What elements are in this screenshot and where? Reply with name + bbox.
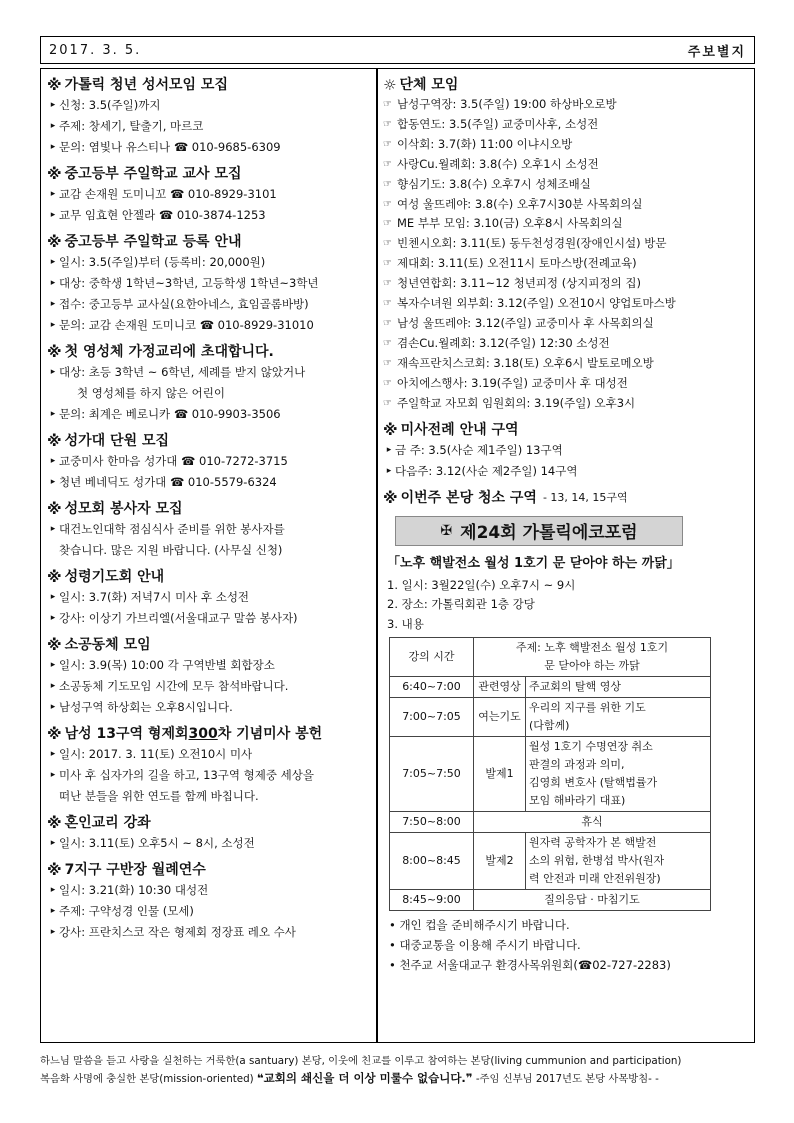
- table-cell-kind: 관련영상: [474, 677, 526, 698]
- forum-subtitle: 「노후 핵발전소 월성 1호기 문 닫아야 하는 까닭」: [387, 555, 680, 571]
- forum-details: [383, 576, 751, 635]
- notice-section: [47, 232, 372, 336]
- table-cell-time: 7:50~8:00: [390, 812, 474, 833]
- bullet-triangle-icon: ▸: [50, 100, 56, 110]
- bullet-triangle-icon: ▸: [50, 681, 56, 691]
- list-item: [47, 765, 372, 786]
- list-item: [47, 362, 372, 383]
- title-text: 가톨릭 청년 성서모임 모집: [64, 77, 228, 93]
- item-continuation: 첫 영성체를 하지 않은 어린이: [77, 386, 225, 400]
- list-item: [383, 195, 751, 215]
- table-cell-content: 월성 1호기 수명연장 취소 판결의 과정과 의미, 김영희 변호사 (탈핵법률가 모임 해바라기 대표): [526, 737, 711, 812]
- list-item: [47, 273, 372, 294]
- item-text: 주일학교 자모회 임원회의: 3.19(주일) 오후3시: [397, 395, 636, 410]
- bullet-triangle-icon: ▸: [386, 444, 392, 455]
- pointing-hand-icon: ☞: [383, 99, 392, 110]
- table-row: [390, 812, 711, 833]
- list-item: [47, 922, 372, 943]
- forum-line: 2. 장소: 가톨릭회관 1층 강당: [387, 597, 535, 611]
- bullet-triangle-icon: ▸: [50, 121, 56, 131]
- item-text: 이삭회: 3.7(화) 11:00 이냐시오방: [397, 136, 573, 151]
- table-row: [390, 890, 711, 911]
- list-item: [47, 655, 372, 676]
- reference-mark-icon: ※: [47, 343, 62, 361]
- notice-section: [47, 635, 372, 718]
- title-part: 차 기념미사 봉헌: [217, 726, 323, 742]
- pointing-hand-icon: ☞: [383, 317, 392, 329]
- bullet-dot-icon: •: [389, 958, 400, 972]
- table-cell-content: 원자력 공학자가 본 핵발전 소의 위험, 한병섭 박사(원자 력 안전과 미래 안전위원장): [526, 833, 711, 890]
- title-text: 중고등부 주일학교 교사 모집: [64, 166, 242, 182]
- bullet-triangle-icon: ▸: [50, 838, 56, 848]
- title-text: 첫 영성체 가정교리에 초대합니다.: [64, 344, 274, 360]
- list-item: [383, 175, 751, 195]
- section-title: [47, 75, 372, 95]
- notice-section: [47, 431, 372, 493]
- note-item: [383, 935, 751, 955]
- item-text: 겸손Cu.월례회: 3.12(주일) 12:30 소성전: [397, 335, 610, 350]
- sunburst-icon: ☼: [383, 76, 397, 94]
- forum-line: 1. 일시: 3월22일(수) 오후7시 ~ 9시: [387, 577, 576, 592]
- pointing-hand-icon: ☞: [383, 138, 392, 150]
- pointing-hand-icon: ☞: [383, 218, 392, 230]
- bullet-triangle-icon: ▸: [50, 927, 56, 937]
- title-text: 7지구 구반장 월례연수: [64, 862, 206, 878]
- pointing-hand-icon: ☞: [383, 198, 392, 210]
- bullet-triangle-icon: ▸: [50, 257, 56, 267]
- section-title: [47, 431, 372, 451]
- item-text: 소공동체 기도모임 시간에 모두 참석바랍니다.: [59, 679, 289, 693]
- list-item: [383, 214, 751, 234]
- list-item: [47, 697, 372, 718]
- item-text: 주제: 구약성경 인물 (모세): [59, 904, 194, 918]
- item-text: 일시: 3.7(화) 저녁7시 미사 후 소성전: [59, 590, 250, 604]
- pointing-hand-icon: ☞: [383, 397, 392, 409]
- bullet-triangle-icon: ▸: [50, 524, 56, 534]
- item-text: 대상: 초등 3학년 ~ 6학년, 세례를 받지 않았거나: [59, 365, 306, 379]
- bullet-dot-icon: •: [389, 938, 400, 952]
- pointing-hand-icon: ☞: [383, 278, 392, 290]
- table-cell-content: 휴식: [474, 812, 711, 833]
- list-item: [47, 294, 372, 315]
- list-item: [47, 608, 372, 629]
- bullet-triangle-icon: ▸: [50, 660, 56, 670]
- section-title: ☼ 단체 모임: [383, 76, 459, 94]
- list-item: [47, 404, 372, 425]
- table-row: [390, 737, 711, 812]
- reference-mark-icon: ※: [47, 432, 62, 450]
- list-item: [383, 314, 751, 334]
- list-item: [383, 274, 751, 294]
- list-item: [47, 95, 372, 116]
- reference-mark-icon: ※: [383, 488, 398, 507]
- list-item: [383, 354, 751, 374]
- section-title: [47, 342, 372, 362]
- title-text: 중고등부 주일학교 등록 안내: [64, 234, 242, 250]
- bullet-triangle-icon: ▸: [50, 906, 56, 916]
- content-frame: [40, 68, 755, 1043]
- notice-section: [47, 724, 372, 807]
- pointing-hand-icon: ☞: [383, 118, 392, 130]
- item-text: 일시: 3.21(화) 10:30 대성전: [59, 883, 209, 897]
- table-row: [390, 833, 711, 890]
- item-text: 일시: 3.9(목) 10:00 각 구역반별 회합장소: [59, 658, 275, 672]
- item-text: 강사: 프란치스코 작은 형제회 정장표 레오 수사: [59, 925, 296, 939]
- list-item: [47, 519, 372, 540]
- table-header-time: 강의 시간: [390, 638, 474, 677]
- list-item: [47, 880, 372, 901]
- table-cell-kind: 발제1: [474, 737, 526, 812]
- table-row: [390, 638, 711, 677]
- list-item: [383, 135, 751, 155]
- note-text: 천주교 서울대교구 환경사목위원회(☎02-727-2283): [399, 958, 671, 972]
- list-item: [47, 252, 372, 273]
- pointing-hand-icon: ☞: [383, 158, 392, 170]
- title-text: 성모회 봉사자 모집: [64, 501, 183, 517]
- table-cell-kind: 여는기도: [474, 698, 526, 737]
- item-text: 일시: 2017. 3. 11(토) 오전10시 미사: [59, 747, 253, 761]
- bullet-triangle-icon: ▸: [50, 613, 56, 623]
- notice-section: [47, 75, 372, 158]
- bulletin-date: 2017. 3. 5.: [49, 42, 142, 58]
- item-text: 금 주: 3.5(사순 제1주일) 13구역: [395, 442, 563, 457]
- list-item: [47, 587, 372, 608]
- reference-mark-icon: ※: [47, 725, 62, 743]
- notice-section: [47, 164, 372, 226]
- list-item: [383, 440, 751, 461]
- pointing-hand-icon: ☞: [383, 238, 392, 250]
- section-title: [47, 635, 372, 655]
- list-item: [47, 205, 372, 226]
- item-text: 교감 손재원 도미니꼬 ☎ 010-8929-3101: [59, 187, 277, 201]
- table-cell-time: 7:05~7:50: [390, 737, 474, 812]
- item-text: 문의: 최계은 베로니카 ☎ 010-9903-3506: [59, 407, 281, 421]
- item-text: 문의: 교감 손재원 도미니코 ☎ 010-8929-31010: [59, 318, 314, 332]
- bullet-dot-icon: •: [389, 918, 400, 932]
- title-text: 소공동체 모임: [64, 637, 151, 653]
- item-text: 문의: 염빛나 유스티나 ☎ 010-9685-6309: [59, 140, 281, 154]
- list-item: [47, 744, 372, 765]
- note-item: [383, 955, 751, 975]
- pointing-hand-icon: ☞: [383, 377, 392, 389]
- title-highlight: 300: [188, 726, 218, 742]
- item-text: 제대회: 3.11(토) 오전11시 토마스방(전례교육): [397, 256, 637, 271]
- reference-mark-icon: ※: [47, 165, 62, 183]
- reference-mark-icon: ※: [47, 814, 62, 832]
- bullet-triangle-icon: ▸: [50, 770, 56, 780]
- note-text: 대중교통을 이용해 주시기 바랍니다.: [399, 938, 581, 952]
- reference-mark-icon: ※: [47, 861, 62, 879]
- item-text: 남성구역 하상회는 오후8시입니다.: [59, 700, 233, 714]
- list-item: [47, 833, 372, 854]
- forum-title: ✠ 제24회 가톨릭에코포럼: [395, 516, 683, 546]
- item-text: 아치에스행사: 3.19(주일) 교중미사 후 대성전: [397, 375, 628, 390]
- table-cell-content: 우리의 지구를 위한 기도 (다함께): [526, 698, 711, 737]
- mass-section: [383, 420, 751, 482]
- item-text: 대건노인대학 점심식사 준비를 위한 봉사자를: [59, 522, 285, 536]
- groups-list: [383, 95, 751, 414]
- list-item: [47, 184, 372, 205]
- table-cell-time: 8:45~9:00: [390, 890, 474, 911]
- list-item: [383, 374, 751, 394]
- item-text: 접수: 중고등부 교사실(요한아네스, 효임골롬바방): [59, 297, 309, 311]
- bullet-triangle-icon: ▸: [50, 456, 56, 466]
- item-text: 여성 울뜨레야: 3.8(수) 오후7시30분 사목회의실: [397, 196, 643, 211]
- item-text: 신청: 3.5(주일)까지: [59, 98, 161, 112]
- table-cell-kind: 발제2: [474, 833, 526, 890]
- reference-mark-icon: ※: [383, 420, 398, 439]
- item-text: 사랑Cu.월례회: 3.8(수) 오후1시 소성전: [397, 156, 599, 171]
- table-cell-time: 8:00~8:45: [390, 833, 474, 890]
- table-cell-time: 7:00~7:05: [390, 698, 474, 737]
- reference-mark-icon: ※: [47, 233, 62, 251]
- reference-mark-icon: ※: [47, 568, 62, 586]
- section-title: [47, 164, 372, 184]
- pointing-hand-icon: ☞: [383, 298, 392, 310]
- item-text: 미사 후 십자가의 길을 하고, 13구역 형제중 세상을: [59, 768, 314, 782]
- mass-list: [383, 440, 751, 482]
- item-text: 교중미사 한마음 성가대 ☎ 010-7272-3715: [59, 454, 288, 468]
- section-title: [47, 860, 372, 880]
- item-text: 남성 울뜨레야: 3.12(주일) 교중미사 후 사목회의실: [397, 315, 654, 330]
- section-title: ※ 이번주 본당 청소 구역 - 13, 14, 15구역: [383, 488, 628, 507]
- bullet-triangle-icon: ▸: [50, 320, 56, 330]
- list-item: [47, 137, 372, 158]
- bullet-triangle-icon: ▸: [386, 465, 392, 476]
- bullet-triangle-icon: ▸: [50, 299, 56, 309]
- item-text: 교무 임효현 안젤라 ☎ 010-3874-1253: [59, 208, 266, 222]
- item-text: 합동연도: 3.5(주일) 교중미사후, 소성전: [397, 116, 599, 131]
- column-divider: [376, 69, 378, 1042]
- list-item: [383, 155, 751, 175]
- list-item: [383, 334, 751, 354]
- bullet-triangle-icon: ▸: [50, 189, 56, 199]
- section-title: [47, 724, 372, 744]
- list-item: [47, 676, 372, 697]
- footer: [40, 1053, 760, 1088]
- program-table: [389, 637, 711, 911]
- bullet-triangle-icon: ▸: [50, 210, 56, 220]
- item-text: 향심기도: 3.8(수) 오후7시 성체조배실: [397, 176, 591, 191]
- item-text: 대상: 중학생 1학년~3학년, 고등학생 1학년~3학년: [59, 276, 319, 290]
- section-title: [47, 567, 372, 587]
- notice-section: [47, 499, 372, 561]
- note-text: 개인 컵을 준비해주시기 바랍니다.: [399, 918, 570, 932]
- bullet-triangle-icon: ▸: [50, 477, 56, 487]
- section-title: ※ 미사전례 안내 구역: [383, 420, 519, 439]
- pointing-hand-icon: ☞: [383, 258, 392, 270]
- title-text: 혼인교리 강좌: [64, 815, 151, 831]
- table-cell-content: 질의응답 · 마침기도: [474, 890, 711, 911]
- forum-line: 3. 내용: [387, 616, 424, 631]
- footer-line-1: 하느님 말씀을 듣고 사랑을 실천하는 거룩한(a santuary) 본당, 이웃에 친교를 이루고 참여하는 본당(living cummunion and participation): [40, 1055, 682, 1067]
- list-item: [47, 472, 372, 493]
- item-text: 다음주: 3.12(사순 제2주일) 14구역: [395, 463, 578, 478]
- section-title: [47, 232, 372, 252]
- list-item: [383, 461, 751, 482]
- cleaning-zones: - 13, 14, 15구역: [542, 490, 628, 504]
- item-text: 청년 베네딕도 성가대 ☎ 010-5579-6324: [59, 475, 277, 489]
- item-text: 청년연합회: 3.11~12 청년피정 (상지피정의 집): [397, 276, 641, 291]
- list-item: [383, 254, 751, 274]
- section-title: [47, 813, 372, 833]
- list-item: [383, 95, 751, 115]
- notice-section: [47, 860, 372, 943]
- item-text: 재속프란치스코회: 3.18(토) 오후6시 발토로메오방: [397, 355, 654, 370]
- pointing-hand-icon: ☞: [383, 357, 392, 369]
- table-header-topic: 주제: 노후 핵발전소 월성 1호기 문 닫아야 하는 까닭: [474, 638, 711, 677]
- list-item: [383, 294, 751, 314]
- cross-icon: ✠: [440, 522, 453, 539]
- list-item: [383, 394, 751, 414]
- item-text: 주제: 창세기, 탈출기, 마르코: [59, 119, 204, 133]
- list-item: [47, 116, 372, 137]
- bulletin-header: [40, 36, 755, 64]
- reference-mark-icon: ※: [47, 636, 62, 654]
- table-cell-content: 주교회의 탈핵 영상: [526, 677, 711, 698]
- forum-section: [383, 516, 751, 976]
- left-column: [47, 75, 372, 949]
- right-column: [383, 75, 751, 975]
- pointing-hand-icon: ☞: [383, 337, 392, 349]
- table-row: [390, 677, 711, 698]
- forum-notes: [383, 915, 751, 975]
- groups-section: [383, 75, 751, 414]
- bullet-triangle-icon: ▸: [50, 409, 56, 419]
- item-continuation: 찾습니다. 많은 지원 바랍니다. (사무실 신청): [59, 543, 283, 557]
- title-text: 성가대 단원 모집: [64, 433, 170, 449]
- item-text: 강사: 이상기 가브리엘(서울대교구 말씀 봉사자): [59, 611, 298, 625]
- table-cell-time: 6:40~7:00: [390, 677, 474, 698]
- note-item: [383, 915, 751, 935]
- section-title: [47, 499, 372, 519]
- reference-mark-icon: ※: [47, 76, 62, 94]
- bulletin-name: 주보별지: [687, 44, 746, 60]
- bullet-triangle-icon: ▸: [50, 885, 56, 895]
- list-item: [383, 234, 751, 254]
- list-item: [47, 315, 372, 336]
- item-text: 일시: 3.11(토) 오후5시 ~ 8시, 소성전: [59, 836, 255, 850]
- title-part: 남성 13구역 형제회: [64, 726, 189, 742]
- bullet-triangle-icon: ▸: [50, 278, 56, 288]
- bullet-triangle-icon: ▸: [50, 749, 56, 759]
- item-text: 빈첸시오회: 3.11(토) 동두천성경원(장애인시설) 방문: [397, 236, 667, 251]
- bullet-triangle-icon: ▸: [50, 702, 56, 712]
- bullet-triangle-icon: ▸: [50, 367, 56, 377]
- item-text: 일시: 3.5(주일)부터 (등록비: 20,000원): [59, 255, 266, 269]
- table-row: [390, 698, 711, 737]
- bullet-triangle-icon: ▸: [50, 592, 56, 602]
- reference-mark-icon: ※: [47, 500, 62, 518]
- footer-line-2: 복음화 사명에 충실한 본당(mission-oriented) ❝교회의 쇄신을 더 이상 미룰수 없습니다.❞ -주임 신부님 2017년도 본당 사목방침- -: [40, 1071, 659, 1085]
- list-item: [383, 115, 751, 135]
- cleaning-section: [383, 488, 751, 508]
- notice-section: [47, 567, 372, 629]
- list-item: [47, 901, 372, 922]
- bullet-triangle-icon: ▸: [50, 142, 56, 152]
- pointing-hand-icon: ☞: [383, 178, 392, 190]
- title-text: 성령기도회 안내: [64, 569, 165, 585]
- item-text: ME 부부 모임: 3.10(금) 오후8시 사목회의실: [397, 216, 623, 231]
- list-item: [47, 451, 372, 472]
- item-text: 남성구역장: 3.5(주일) 19:00 하상바오로방: [397, 97, 617, 111]
- notice-section: [47, 813, 372, 854]
- item-text: 복자수녀원 외부회: 3.12(주일) 오전10시 양업토마스방: [397, 296, 676, 311]
- notice-section: [47, 342, 372, 425]
- item-continuation: 떠난 분들을 위한 연도를 함께 바칩니다.: [59, 789, 259, 803]
